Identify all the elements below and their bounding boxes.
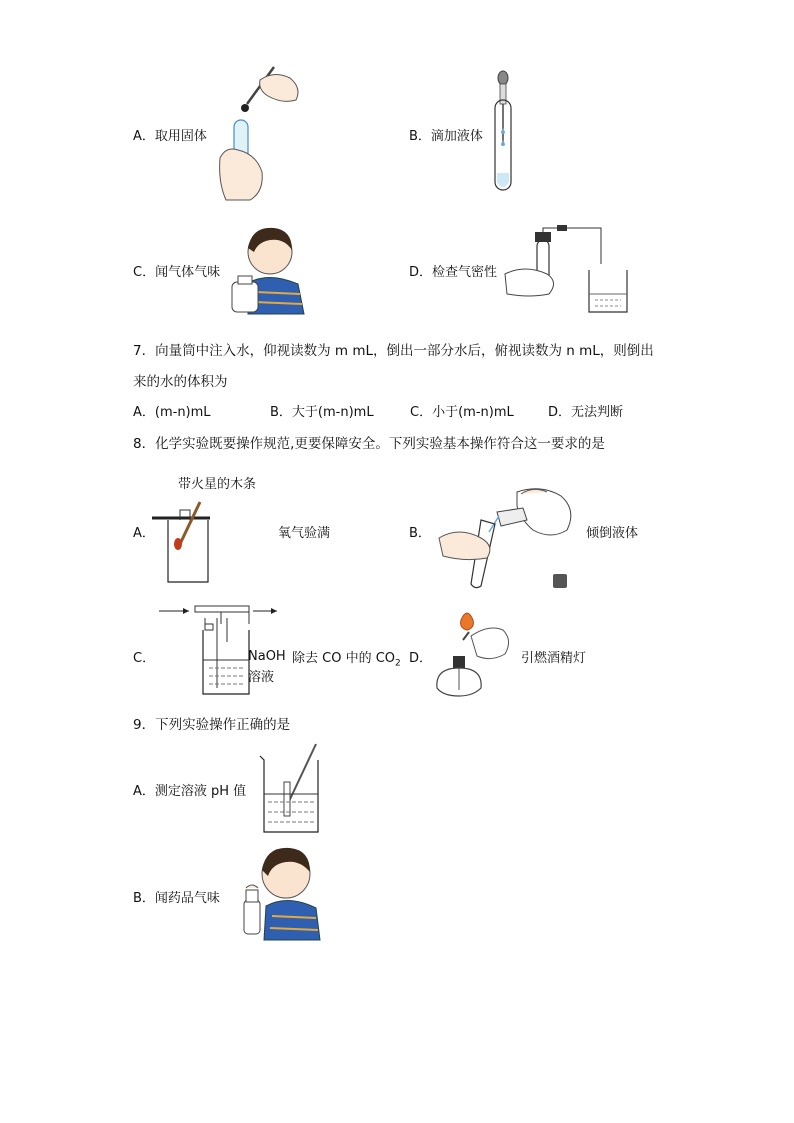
q9-option-b: B．闻药品气味 <box>133 891 220 906</box>
q8-option-c-caption-text: 除去 CO 中的 CO <box>292 651 396 666</box>
q8-solution-label: 溶液 <box>248 670 275 685</box>
oxygen-full-test-illustration <box>150 498 214 584</box>
q8-option-c-subscript: 2 <box>395 658 401 669</box>
q6-option-d: D．检查气密性 <box>409 265 498 280</box>
q7-stem-line1: 7．向量筒中注入水，仰视读数为 m mL，倒出一部分水后，俯视读数为 n mL，则倒出 <box>133 343 654 359</box>
q8-option-d-letter: D． <box>409 651 433 666</box>
q8-option-c-caption <box>292 647 401 669</box>
q8-option-a-caption: 氧气验满 <box>278 526 331 541</box>
q8-stem: 8．化学实验既要操作规范,更要保障安全。下列实验基本操作符合这一要求的是 <box>133 436 605 452</box>
q6-option-a: A．取用固体 <box>133 129 207 144</box>
q7-stem-line2: 来的水的体积为 <box>133 374 228 390</box>
q8-option-c-letter: C． <box>133 651 156 666</box>
lighting-alcohol-lamp-illustration <box>433 606 519 698</box>
q8-option-a-letter: A． <box>133 526 155 541</box>
q8-naoh-label: NaOH <box>248 649 286 664</box>
airtightness-check-illustration <box>505 224 635 316</box>
q7-option-d: D．无法判断 <box>548 405 624 420</box>
q8-option-d-caption: 引燃酒精灯 <box>521 651 587 666</box>
smelling-reagent-boy-illustration <box>236 842 322 942</box>
pouring-liquid-illustration <box>437 486 581 592</box>
q7-option-c: C．小于(m-n)mL <box>410 405 514 420</box>
q9-option-a: A．测定溶液 pH 值 <box>133 784 247 799</box>
ph-test-beaker-illustration <box>256 742 322 836</box>
q9-stem: 9．下列实验操作正确的是 <box>133 717 291 733</box>
solid-sampling-illustration <box>212 62 302 204</box>
q8-option-b-caption: 倾倒液体 <box>586 526 639 541</box>
q7-option-b: B．大于(m-n)mL <box>270 405 374 420</box>
q8-option-b-letter: B． <box>409 526 431 541</box>
smelling-gas-boy-illustration <box>230 222 306 314</box>
q7-option-a: A．(m-n)mL <box>133 405 211 420</box>
q6-option-b: B．滴加液体 <box>409 129 483 144</box>
q6-option-c: C．闻气体气味 <box>133 265 221 280</box>
dropper-test-tube-illustration <box>488 68 518 194</box>
q8-a-top-label: 带火星的木条 <box>178 477 257 492</box>
